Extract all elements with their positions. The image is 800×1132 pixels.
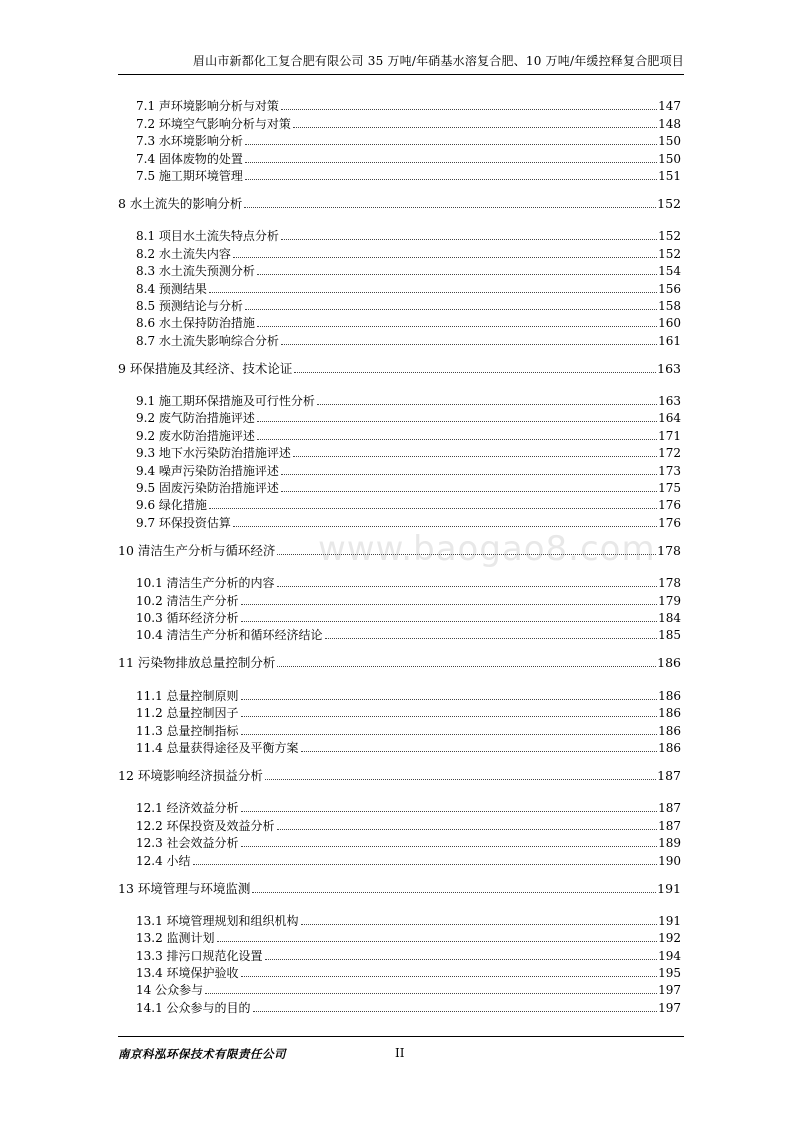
toc-chapter-entry[interactable] xyxy=(118,648,681,670)
toc-entry-page: 192 xyxy=(658,931,681,946)
toc-leader-dots xyxy=(209,291,657,293)
page-header: 眉山市新都化工复合肥有限公司 35 万吨/年硝基水溶复合肥、10 万吨/年缓控释复合肥项目 xyxy=(192,54,684,68)
toc-entry-page: 179 xyxy=(658,593,681,608)
toc-entry-page: 172 xyxy=(658,446,681,461)
toc-leader-dots xyxy=(245,143,657,145)
toc-entry-page: 186 xyxy=(658,723,681,738)
toc-leader-dots xyxy=(281,108,657,110)
toc-entry-page: 163 xyxy=(658,394,681,409)
toc-entry-label: 9.6 绿化措施 xyxy=(136,498,207,513)
toc-entry-label: 9.3 地下水污染防治措施评述 xyxy=(136,446,291,461)
toc-entry-label: 9 环保措施及其经济、技术论证 xyxy=(118,360,293,376)
toc-entry[interactable] xyxy=(118,495,681,512)
toc-entry[interactable] xyxy=(118,243,681,260)
toc-entry-label: 9.1 施工期环保措施及可行性分析 xyxy=(136,394,315,409)
toc-entry-page: 190 xyxy=(658,853,681,868)
toc-entry-page: 195 xyxy=(658,966,681,981)
toc-leader-dots xyxy=(241,845,658,847)
toc-entry-label: 8.6 水土保持防治措施 xyxy=(136,316,255,331)
toc-entry-page: 150 xyxy=(658,151,681,166)
header-rule xyxy=(118,74,684,75)
toc-entry[interactable] xyxy=(118,815,681,832)
toc-entry-label: 9.5 固废污染防治措施评述 xyxy=(136,481,279,496)
toc-entry-label: 7.1 声环境影响分析与对策 xyxy=(136,99,279,114)
toc-leader-dots xyxy=(241,620,658,622)
toc-entry-label: 14 公众参与 xyxy=(136,983,204,998)
toc-leader-dots xyxy=(281,490,657,492)
toc-entry-page: 197 xyxy=(658,983,681,998)
toc-entry[interactable] xyxy=(118,113,681,130)
toc-entry-label: 11.1 总量控制原则 xyxy=(136,688,239,703)
toc-entry-label: 12.3 社会效益分析 xyxy=(136,836,239,851)
toc-entry-page: 164 xyxy=(658,411,681,426)
toc-leader-dots xyxy=(265,778,656,780)
toc-entry[interactable] xyxy=(118,425,681,442)
toc-leader-dots xyxy=(294,371,656,373)
toc-leader-dots xyxy=(233,525,657,527)
toc-entry-label: 13.2 监测计划 xyxy=(136,931,215,946)
footer-page-number: II xyxy=(395,1046,405,1060)
toc-entry-page: 186 xyxy=(658,740,681,755)
toc-leader-dots xyxy=(257,273,657,275)
toc-entry-page: 187 xyxy=(658,818,681,833)
toc-entry-page: 152 xyxy=(658,229,681,244)
toc-leader-dots xyxy=(293,126,657,128)
toc-entry-page: 148 xyxy=(658,116,681,131)
toc-entry-label: 12.4 小结 xyxy=(136,853,191,868)
toc-entry-page: 191 xyxy=(658,913,681,928)
toc-entry-page: 194 xyxy=(658,948,681,963)
toc-entry[interactable] xyxy=(118,261,681,278)
toc-entry-page: 175 xyxy=(658,481,681,496)
toc-leader-dots xyxy=(301,923,658,925)
toc-entry-label: 9.4 噪声污染防治措施评述 xyxy=(136,463,279,478)
toc-leader-dots xyxy=(241,733,658,735)
toc-leader-dots xyxy=(241,975,658,977)
toc-entry-page: 171 xyxy=(658,428,681,443)
toc-entry[interactable] xyxy=(118,833,681,850)
toc-leader-dots xyxy=(293,455,657,457)
toc-entry[interactable] xyxy=(118,963,681,980)
toc-entry-label: 12 环境影响经济损益分析 xyxy=(118,767,263,783)
toc-entry-label: 13.3 排污口规范化设置 xyxy=(136,948,263,963)
toc-entry-label: 13 环境管理与环境监测 xyxy=(118,880,251,896)
toc-leader-dots xyxy=(233,256,657,258)
toc-entry[interactable] xyxy=(118,980,681,997)
toc-entry-label: 13.4 环境保护验收 xyxy=(136,966,239,981)
toc-leader-dots xyxy=(209,507,657,509)
toc-entry[interactable] xyxy=(118,720,681,737)
toc-entry-label: 7.2 环境空气影响分析与对策 xyxy=(136,116,291,131)
toc-leader-dots xyxy=(277,585,658,587)
toc-entry-label: 8 水土流失的影响分析 xyxy=(118,195,243,211)
toc-entry-page: 178 xyxy=(657,542,681,558)
toc-entry[interactable] xyxy=(118,166,681,183)
toc-leader-dots xyxy=(277,828,658,830)
toc-entry-label: 9.2 废水防治措施评述 xyxy=(136,428,255,443)
toc-entry-page: 185 xyxy=(658,628,681,643)
toc-entry-page: 150 xyxy=(658,134,681,149)
toc-entry-label: 11.2 总量控制因子 xyxy=(136,706,239,721)
toc-entry[interactable] xyxy=(118,685,681,702)
toc-leader-dots xyxy=(193,863,658,865)
toc-entry-page: 186 xyxy=(658,706,681,721)
toc-entry-page: 147 xyxy=(658,99,681,114)
toc-entry-label: 12.2 环保投资及效益分析 xyxy=(136,818,275,833)
toc-entry[interactable] xyxy=(118,608,681,625)
toc-entry[interactable] xyxy=(118,460,681,477)
toc-entry-label: 7.5 施工期环境管理 xyxy=(136,168,243,183)
toc-entry-page: 186 xyxy=(657,655,681,671)
toc-entry-page: 152 xyxy=(658,246,681,261)
toc-entry-label: 8.4 预测结果 xyxy=(136,281,207,296)
toc-entry-label: 13.1 环境管理规划和组织机构 xyxy=(136,913,299,928)
toc-entry[interactable] xyxy=(118,391,681,408)
toc-entry[interactable] xyxy=(118,703,681,720)
toc-entry[interactable] xyxy=(118,928,681,945)
toc-leader-dots xyxy=(317,403,657,405)
toc-entry[interactable] xyxy=(118,148,681,165)
toc-entry-page: 186 xyxy=(658,688,681,703)
toc-leader-dots xyxy=(265,958,658,960)
toc-entry-label: 12.1 经济效益分析 xyxy=(136,801,239,816)
toc-entry-label: 14.1 公众参与的目的 xyxy=(136,1000,251,1015)
toc-entry-label: 11.3 总量控制指标 xyxy=(136,723,239,738)
toc-entry-label: 8.7 水土流失影响综合分析 xyxy=(136,333,279,348)
toc-leader-dots xyxy=(245,308,657,310)
toc-leader-dots xyxy=(241,810,658,812)
toc-leader-dots xyxy=(245,178,657,180)
toc-entry-page: 176 xyxy=(658,515,681,530)
toc-entry-label: 10 清洁生产分析与循环经济 xyxy=(118,542,276,558)
toc-leader-dots xyxy=(252,891,656,893)
toc-entry[interactable] xyxy=(118,738,681,755)
toc-leader-dots xyxy=(217,940,658,942)
toc-entry[interactable] xyxy=(118,96,681,113)
toc-entry-page: 187 xyxy=(658,801,681,816)
toc-leader-dots xyxy=(244,206,656,208)
toc-leader-dots xyxy=(257,325,657,327)
toc-leader-dots xyxy=(325,637,658,639)
toc-entry-page: 191 xyxy=(657,880,681,896)
toc-entry[interactable] xyxy=(118,313,681,330)
toc-entry[interactable] xyxy=(118,573,681,590)
toc-entry[interactable] xyxy=(118,850,681,867)
toc-entry[interactable] xyxy=(118,945,681,962)
toc-leader-dots xyxy=(281,343,657,345)
toc-entry[interactable] xyxy=(118,330,681,347)
toc-chapter-entry[interactable] xyxy=(118,354,681,376)
toc-entry-label: 11.4 总量获得途径及平衡方案 xyxy=(136,740,299,755)
toc-entry-label: 10.1 清洁生产分析的内容 xyxy=(136,576,275,591)
toc-entry[interactable] xyxy=(118,408,681,425)
toc-entry-page: 161 xyxy=(658,333,681,348)
toc-entry-label: 9.2 废气防治措施评述 xyxy=(136,411,255,426)
toc-entry[interactable] xyxy=(118,296,681,313)
toc-leader-dots xyxy=(253,1010,658,1012)
toc-leader-dots xyxy=(277,665,656,667)
toc-entry-label: 10.2 清洁生产分析 xyxy=(136,593,239,608)
toc-entry[interactable] xyxy=(118,443,681,460)
toc-chapter-entry[interactable] xyxy=(118,761,681,783)
toc-leader-dots xyxy=(245,161,657,163)
toc-chapter-entry[interactable] xyxy=(118,189,681,211)
toc-entry[interactable] xyxy=(118,798,681,815)
toc-entry-label: 8.3 水土流失预测分析 xyxy=(136,264,255,279)
toc-entry-page: 187 xyxy=(657,767,681,783)
toc-leader-dots xyxy=(257,420,657,422)
toc-entry-label: 7.4 固体废物的处置 xyxy=(136,151,243,166)
toc-leader-dots xyxy=(241,715,658,717)
toc-entry-page: 152 xyxy=(657,195,681,211)
toc-leader-dots xyxy=(257,438,657,440)
toc-leader-dots xyxy=(205,992,657,994)
toc-entry-page: 151 xyxy=(658,168,681,183)
toc-entry-page: 173 xyxy=(658,463,681,478)
toc-entry[interactable] xyxy=(118,131,681,148)
toc-entry-page: 160 xyxy=(658,316,681,331)
toc-entry-page: 158 xyxy=(658,298,681,313)
toc-entry-label: 7.3 水环境影响分析 xyxy=(136,134,243,149)
footer-rule xyxy=(118,1036,684,1037)
toc-entry[interactable] xyxy=(118,625,681,642)
toc-entry-label: 10.3 循环经济分析 xyxy=(136,610,239,625)
toc-chapter-entry[interactable] xyxy=(118,874,681,896)
toc-entry-label: 11 污染物排放总量控制分析 xyxy=(118,655,276,671)
toc-entry[interactable] xyxy=(118,226,681,243)
toc-entry-page: 156 xyxy=(658,281,681,296)
toc-leader-dots xyxy=(281,473,657,475)
watermark: www.baogao8.com xyxy=(318,529,656,569)
toc-leader-dots xyxy=(281,238,657,240)
toc-entry-label: 10.4 清洁生产分析和循环经济结论 xyxy=(136,628,323,643)
toc-entry-label: 8.2 水土流失内容 xyxy=(136,246,231,261)
toc-entry-page: 154 xyxy=(658,264,681,279)
toc-entry-page: 178 xyxy=(658,576,681,591)
toc-entry-label: 9.7 环保投资估算 xyxy=(136,515,231,530)
toc-entry-page: 163 xyxy=(657,360,681,376)
toc-entry[interactable] xyxy=(118,590,681,607)
toc-leader-dots xyxy=(241,603,658,605)
toc-entry-page: 184 xyxy=(658,610,681,625)
footer-company: 南京科泓环保技术有限责任公司 xyxy=(118,1047,286,1061)
toc-entry[interactable] xyxy=(118,512,681,529)
toc-leader-dots xyxy=(301,750,658,752)
toc-entry-page: 176 xyxy=(658,498,681,513)
toc-entry[interactable] xyxy=(118,278,681,295)
toc-entry-label: 8.5 预测结论与分析 xyxy=(136,298,243,313)
toc-entry-page: 189 xyxy=(658,836,681,851)
toc-entry[interactable] xyxy=(118,911,681,928)
toc-entry-page: 197 xyxy=(658,1000,681,1015)
toc-entry-label: 8.1 项目水土流失特点分析 xyxy=(136,229,279,244)
toc-leader-dots xyxy=(241,698,658,700)
toc-entry[interactable] xyxy=(118,997,681,1014)
toc-entry[interactable] xyxy=(118,478,681,495)
